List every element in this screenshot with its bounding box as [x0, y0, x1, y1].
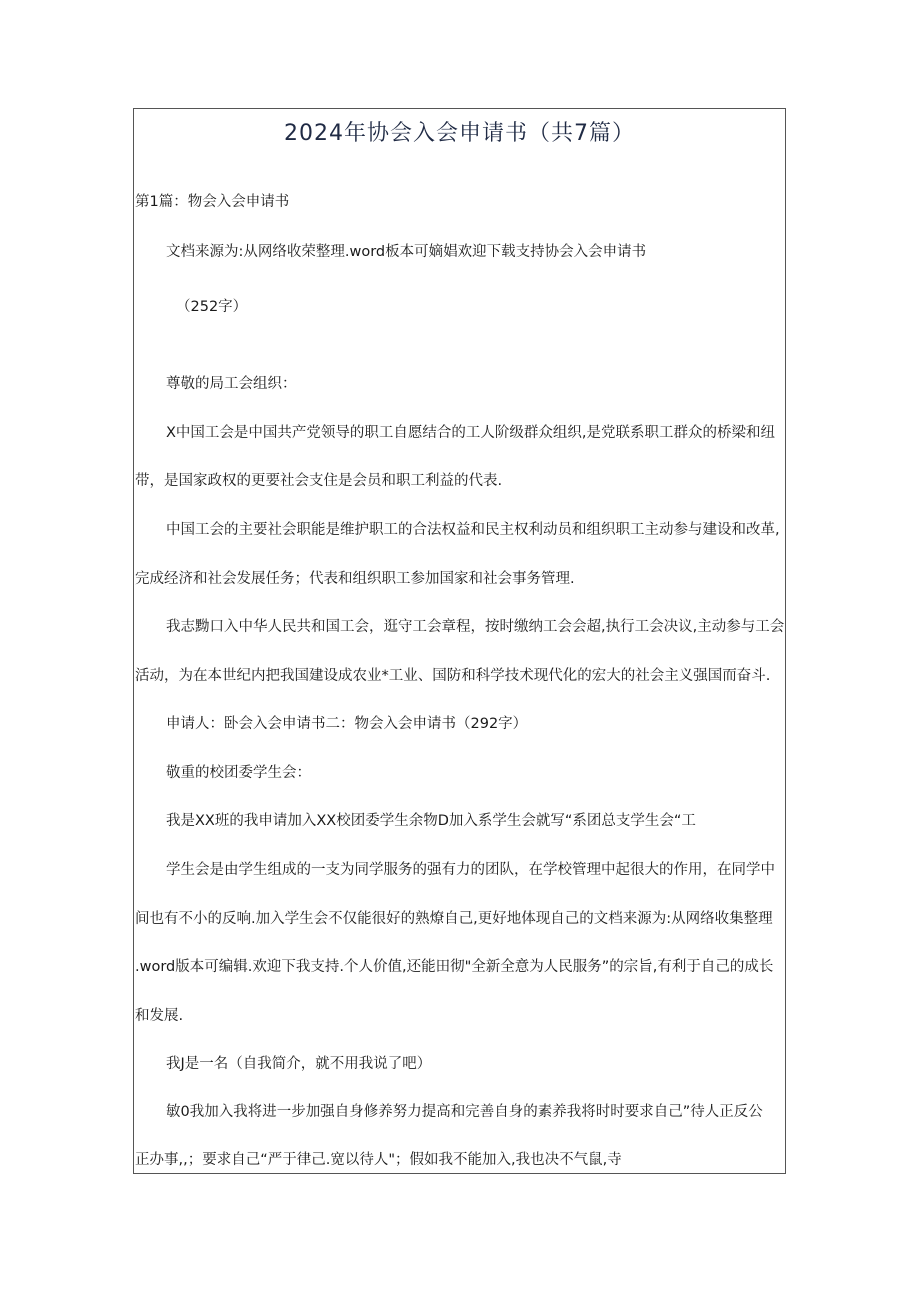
section-heading-1: 第1篇：物会入会申请书	[135, 194, 290, 210]
word-count: （252字）	[176, 299, 248, 315]
applicant-line: 申请人：卧会入会申请书二：物会入会申请书（292字）	[166, 716, 528, 732]
paragraph-line: 活动，为在本世纪内把我国建设成农业*工业、国防和科学技术现代化的宏大的社会主义强国而奋斗.	[135, 668, 771, 684]
paragraph-line: 中国工会的主要社会职能是维护职工的合法权益和民主权利动员和组织职工主动参与建设和改革,	[166, 522, 780, 538]
paragraph-line: 正办事,,；要求自己“严于律己.宽以待人"；假如我不能加入,我也决不气鼠,寺	[135, 1152, 622, 1168]
source-note: 文档来源为:从网络收荣整理.word板本可嫡娼欢迎下载支持协会入会申请书	[166, 244, 647, 260]
paragraph-line: 间也有不小的反响.加入学生会不仅能很好的熟燎自己,更好地体现自己的文档来源为:从网络收集整理	[135, 911, 773, 927]
salutation: 尊敬的局工会组织：	[166, 376, 297, 392]
paragraph-line: 带，是国家政权的更要社会支住是会员和职工利益的代表.	[135, 473, 503, 489]
paragraph-line: X中国工会是中国共产党领导的职工自愿结合的工人阶级群众组织,是党联系职工群众的桥梁和纽	[166, 425, 776, 441]
paragraph-line: 敏0我加入我将进一步加强自身修养努力提高和完善自身的素养我将时时要求自己”待人正反公	[166, 1104, 763, 1120]
salutation: 敬重的校团委学生会：	[166, 765, 311, 781]
paragraph-line: 我志黝口入中华人民共和国工会，逛守工会章程，按时缴纳工会会超,执行工会决议,主动参与工会	[166, 619, 785, 635]
page-frame	[133, 108, 786, 1174]
paragraph-line: 学生会是由学生组成的一支为同学服务的强有力的团队，在学校管理中起很大的作用，在同学中	[166, 862, 775, 878]
document-title: 2024年协会入会申请书（共7篇）	[284, 121, 635, 146]
paragraph-line: 我J是一名（自我简介，就不用我说了吧）	[166, 1056, 432, 1072]
paragraph-line: 和发展.	[135, 1008, 184, 1024]
paragraph-line: 完成经济和社会发展任务；代表和组织职工参加国家和社会事务管理.	[135, 571, 575, 587]
paragraph-line: 我是XX班的我申请加入XX校团委学生余物D加入系学生会就写“系团总支学生会“工	[166, 813, 696, 829]
paragraph-line: .word版本可编辑.欢迎下我支持.个人价值,还能田彻"全新全意为人民服务”的宗旨,有利于自己的成长	[135, 959, 774, 975]
